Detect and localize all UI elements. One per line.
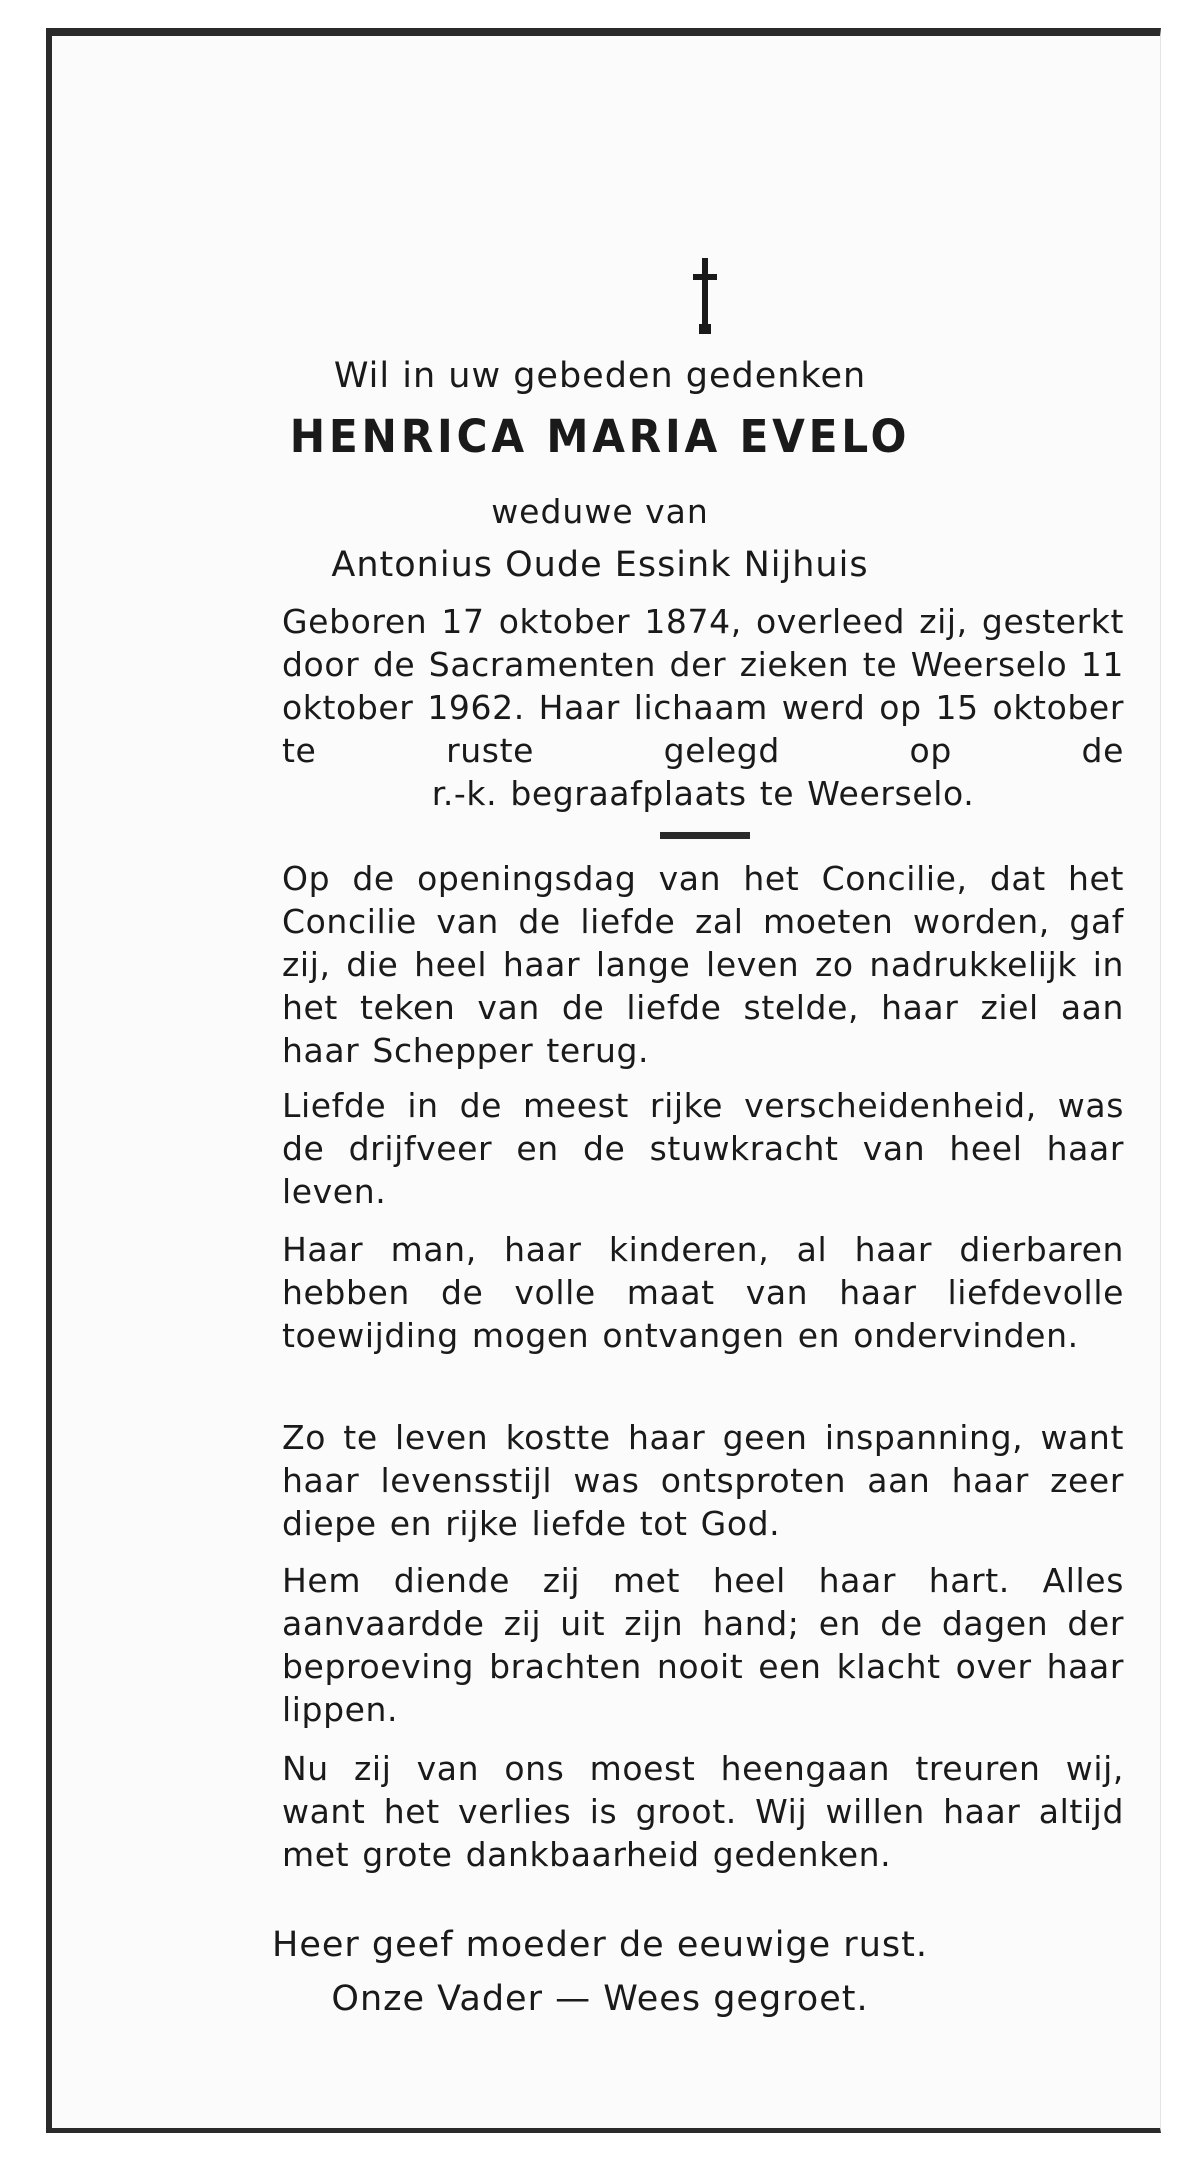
birth-death-text: Geboren 17 oktober 1874, overleed zij, gesterkt door de Sacramenten der zieken te Weerselo 11 oktober 1962. Haar lichaam werd op 15 oktober te ruste gelegd op de xyxy=(282,602,1124,770)
deceased-name: HENRICA MARIA EVELO xyxy=(289,410,911,463)
paragraph-love: Liefde in de meest rijke verscheidenheid, was de drijfveer en de stuwkracht van heel haar leven. xyxy=(282,1086,1124,1211)
cross-icon xyxy=(693,258,717,334)
intro-line: Wil in uw gebeden gedenken xyxy=(333,356,867,396)
paragraph-mourning: Nu zij van ons moest heengaan treuren wij, want het verlies is groot. Wij willen haar altijd met grote dankbaarheid gedenken. xyxy=(282,1749,1124,1874)
birth-death-paragraph xyxy=(282,600,1124,815)
paragraph-family: Haar man, haar kinderen, al haar dierbaren hebben de volle maat van haar liefdevolle toewijding mogen ontvangen en ondervinden. xyxy=(282,1230,1124,1355)
paragraph-faith: Hem diende zij met heel haar hart. Alles aanvaardde zij uit zijn hand; en de dagen der beproeving brachten nooit een klacht over haar lippen. xyxy=(282,1561,1124,1729)
paragraph-council: Op de openingsdag van het Concilie, dat het Concilie van de liefde zal moeten worden, gaf zij, die heel haar lange leven zo nadrukkelijk in het teken van de liefde stelde, haar ziel aan haar Schepper terug. xyxy=(282,859,1124,1070)
burial-place-line: r.-k. begraafplaats te Weerselo. xyxy=(431,774,975,813)
closing-prayer: Heer geef moeder de eeuwige rust. xyxy=(272,1925,928,1965)
divider xyxy=(660,832,750,839)
paragraph-lifestyle: Zo te leven kostte haar geen inspanning, want haar levensstijl was ontsproten aan haar zeer diepe en rijke liefde tot God. xyxy=(282,1418,1124,1543)
widow-of-line: weduwe van xyxy=(491,492,709,531)
husband-name: Antonius Oude Essink Nijhuis xyxy=(331,545,869,585)
closing-prayers: Onze Vader — Wees gegroet. xyxy=(331,1979,869,2019)
